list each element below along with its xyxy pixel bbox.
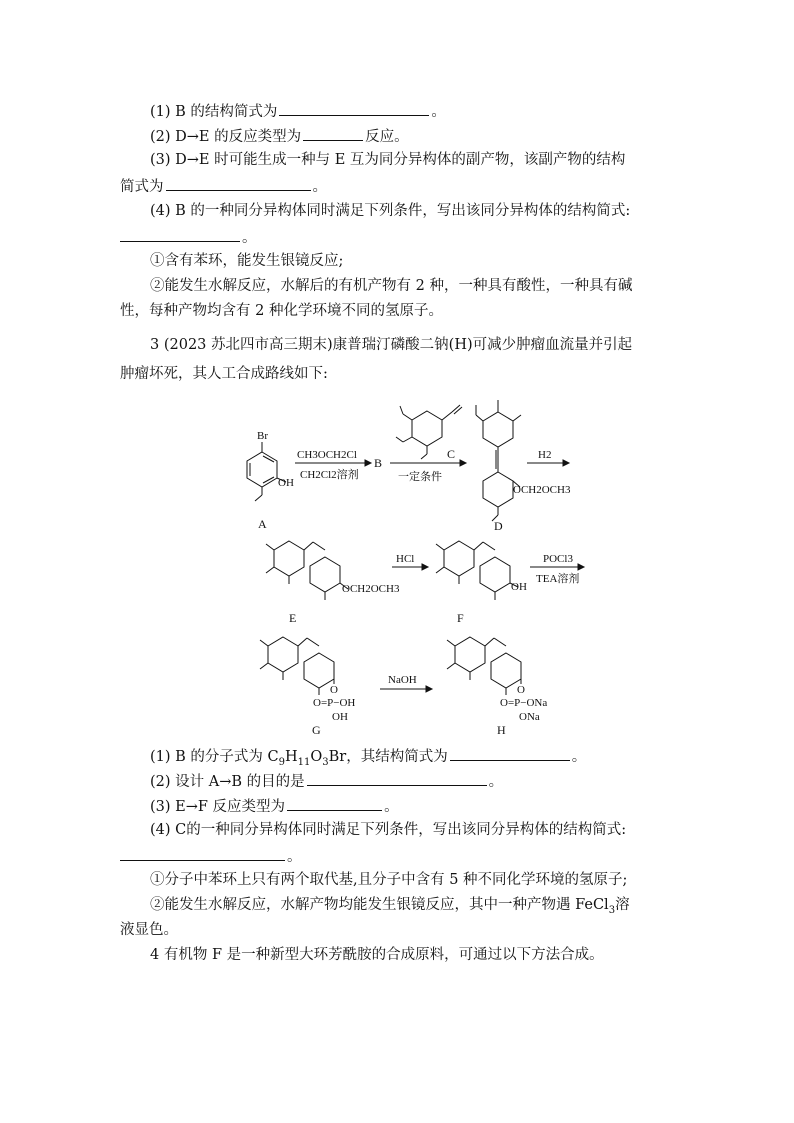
- answer-blank[interactable]: [450, 745, 570, 761]
- q2-part4: (4) B 的一种同分异构体同时满足下列条件，写出该同分异构体的结构简式:: [150, 203, 631, 219]
- compound-g-structure: [260, 637, 334, 695]
- oh-label: OH: [278, 477, 294, 489]
- label-h: H: [497, 723, 506, 737]
- q3-condition2-cont: 液显色。: [120, 922, 178, 938]
- label-b: B: [374, 456, 383, 470]
- q2-part1: (1) B 的结构简式为 。: [150, 100, 446, 122]
- reagent-solvent: CH2Cl2溶剂: [300, 469, 359, 481]
- omom-label-e: OCH2OCH3: [342, 583, 400, 595]
- oh-label-f: OH: [511, 581, 527, 593]
- answer-blank[interactable]: [279, 100, 429, 116]
- label-e: E: [289, 611, 297, 625]
- reagent-mom-chloride: CH3OCH2Cl: [297, 449, 357, 461]
- compound-e-structure: [266, 541, 348, 600]
- phosphate-oh: OH: [332, 711, 348, 723]
- q3-intro-cont: 肿瘤坏死，其人工合成路线如下:: [120, 366, 328, 382]
- synthesis-scheme: [0, 392, 794, 737]
- omom-label: OCH2OCH3: [513, 484, 571, 496]
- compound-f-structure: [436, 541, 518, 600]
- phosphate-ona: ONa: [519, 711, 540, 723]
- q3-part4: (4) C的一种同分异构体同时满足下列条件，写出该同分异构体的结构简式:: [150, 822, 627, 838]
- q2-condition1: ①含有苯环，能发生银镜反应;: [150, 253, 344, 269]
- reagent-hcl: HCl: [396, 553, 415, 565]
- phosphate-label: O=P−OH: [313, 697, 356, 709]
- reagent-tea: TEA溶剂: [536, 573, 580, 585]
- answer-blank[interactable]: [303, 125, 363, 141]
- reagent-naoh: NaOH: [388, 674, 417, 686]
- q3-part3: (3) E→F 反应类型为 。: [150, 795, 399, 817]
- label-c: C: [447, 447, 456, 461]
- q3-condition1: ①分子中苯环上只有两个取代基,且分子中含有 5 种不同化学环境的氢原子;: [150, 872, 628, 888]
- label-g: G: [312, 723, 321, 737]
- label-d: D: [494, 519, 503, 533]
- q2-part4-cont: 。: [120, 226, 257, 248]
- q3-part4-cont: 。: [120, 845, 302, 867]
- label-a: A: [258, 517, 267, 531]
- reagent-h2: H2: [538, 449, 552, 461]
- compound-a-structure: [247, 442, 286, 501]
- phosphate-na-label: O=P−ONa: [500, 697, 548, 709]
- q2-condition2: ②能发生水解反应，水解后的有机产物有 2 种，一种具有酸性，一种具有碱: [150, 278, 633, 294]
- q3-intro: 3 (2023 苏北四市高三期末)康普瑞汀磷酸二钠(H)可减少肿瘤血流量并引起: [150, 337, 633, 353]
- compound-h-structure: [447, 637, 521, 695]
- o-label-h: O: [517, 684, 525, 696]
- q2-part2: (2) D→E 的反应类型为 反应。: [150, 125, 409, 147]
- o-label-g: O: [330, 684, 338, 696]
- compound-d-structure: [476, 400, 521, 521]
- answer-blank[interactable]: [166, 175, 311, 191]
- q3-condition2: ②能发生水解反应，水解产物均能发生银镜反应，其中一种产物遇 FeCl$_3$溶: [150, 897, 630, 916]
- q3-part2: (2) 设计 A→B 的目的是 。: [150, 770, 503, 792]
- label-f: F: [457, 611, 464, 625]
- q4-intro: 4 有机物 F 是一种新型大环芳酰胺的合成原料，可通过以下方法合成。: [150, 947, 604, 963]
- answer-blank[interactable]: [287, 795, 382, 811]
- q2-part3-cont: 简式为 。: [120, 175, 327, 197]
- q2-part3: (3) D→E 时可能生成一种与 E 互为同分异构体的副产物，该副产物的结构: [150, 152, 626, 168]
- answer-blank[interactable]: [120, 845, 285, 861]
- br-label: Br: [257, 430, 268, 442]
- q3-part1: (1) B 的分子式为 $C_9H_{11}O_3Br$，其结构简式为 。: [150, 745, 586, 767]
- reagent-condition: 一定条件: [398, 471, 442, 483]
- q2-condition2-cont: 性，每种产物均含有 2 种化学环境不同的氢原子。: [120, 303, 443, 319]
- reagent-pocl3: POCl3: [543, 553, 573, 565]
- answer-blank[interactable]: [307, 770, 487, 786]
- answer-blank[interactable]: [120, 226, 240, 242]
